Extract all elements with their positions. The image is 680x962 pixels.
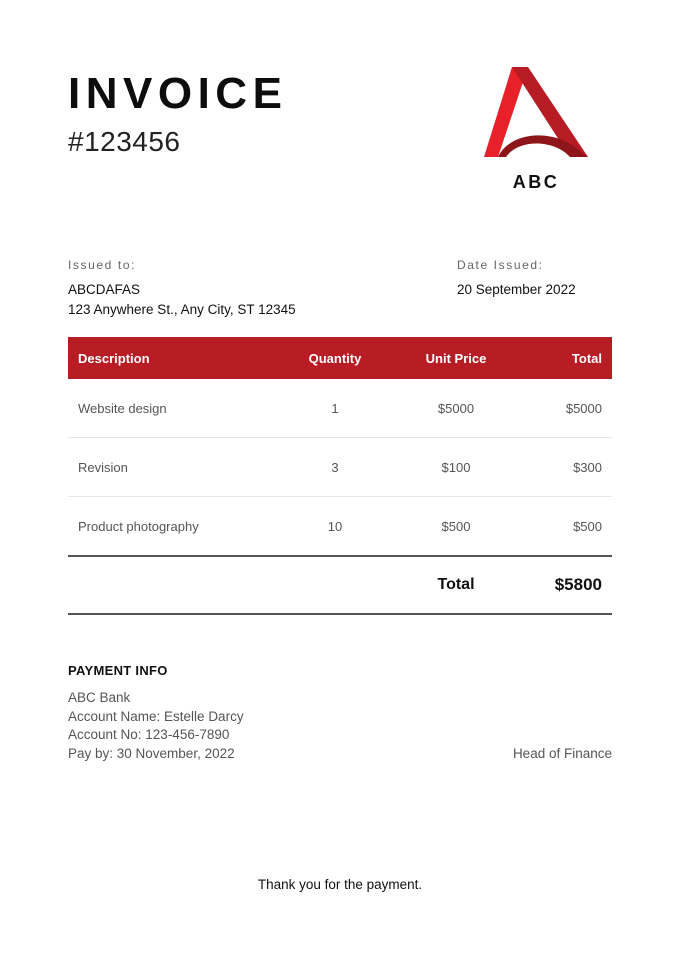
thank-you-note: Thank you for the payment. bbox=[257, 877, 423, 892]
table-row bbox=[68, 497, 612, 557]
item-quantity: 1 bbox=[331, 400, 339, 416]
item-description: Website design bbox=[78, 400, 167, 416]
table-header bbox=[68, 337, 612, 379]
item-quantity: 3 bbox=[331, 459, 339, 475]
signatory-title: Head of Finance bbox=[512, 746, 612, 761]
table-row bbox=[68, 438, 612, 497]
invoice-table bbox=[68, 337, 612, 615]
issued-to-label: Issued to: bbox=[68, 258, 137, 272]
item-description: Product photography bbox=[78, 518, 199, 534]
date-issued-label: Date Issued: bbox=[457, 258, 544, 272]
item-unit-price: $5000 bbox=[437, 400, 475, 416]
item-total: $5000 bbox=[565, 400, 602, 416]
grand-total-row bbox=[68, 557, 612, 615]
date-issued-value: 20 September 2022 bbox=[457, 282, 576, 297]
column-header-unit-price: Unit Price bbox=[425, 350, 487, 366]
item-total: $300 bbox=[573, 459, 602, 475]
bank-name: ABC Bank bbox=[68, 690, 131, 705]
item-total: $500 bbox=[573, 518, 602, 534]
payment-info-title: PAYMENT INFO bbox=[68, 663, 168, 678]
pay-by-date: Pay by: 30 November, 2022 bbox=[68, 746, 235, 761]
company-logo-icon bbox=[484, 65, 588, 161]
item-unit-price: $100 bbox=[441, 459, 471, 475]
grand-total-value: $5800 bbox=[554, 575, 602, 594]
account-name: Account Name: Estelle Darcy bbox=[68, 709, 244, 724]
item-quantity: 10 bbox=[327, 518, 343, 534]
item-description: Revision bbox=[78, 459, 128, 475]
column-header-total: Total bbox=[571, 350, 602, 366]
table-row bbox=[68, 379, 612, 438]
grand-total-label: Total bbox=[437, 576, 475, 593]
column-header-description: Description bbox=[78, 350, 150, 366]
account-number: Account No: 123-456-7890 bbox=[68, 727, 230, 742]
invoice-title: INVOICE bbox=[68, 69, 288, 118]
client-name: ABCDAFAS bbox=[68, 282, 141, 297]
invoice-number: #123456 bbox=[68, 126, 181, 157]
client-address: 123 Anywhere St., Any City, ST 12345 bbox=[68, 302, 296, 317]
column-header-quantity: Quantity bbox=[308, 350, 362, 366]
item-unit-price: $500 bbox=[441, 518, 471, 534]
company-name: ABC bbox=[512, 172, 560, 192]
